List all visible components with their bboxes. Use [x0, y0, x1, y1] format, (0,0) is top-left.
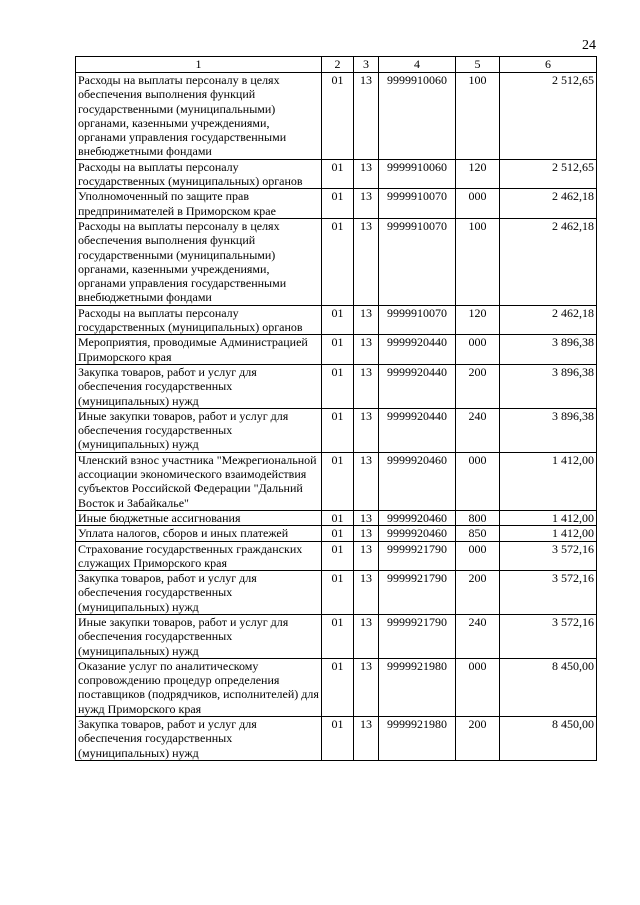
cell-section: 01: [322, 159, 354, 189]
cell-target-article: 9999921980: [379, 658, 456, 716]
cell-subsection: 13: [354, 658, 379, 716]
cell-section: 01: [322, 408, 354, 452]
table-header-row: [76, 57, 597, 73]
table-row: [76, 73, 597, 160]
cell-name: Оказание услуг по аналитическому сопровождению процедур определения поставщиков (подрядчиков, исполнителей) для нужд Приморского края: [76, 658, 322, 716]
cell-expense-type: 850: [456, 526, 500, 541]
cell-expense-type: 200: [456, 717, 500, 761]
cell-section: 01: [322, 335, 354, 365]
cell-section: 01: [322, 510, 354, 525]
cell-target-article: 9999920440: [379, 408, 456, 452]
cell-section: 01: [322, 614, 354, 658]
cell-section: 01: [322, 526, 354, 541]
cell-expense-type: 000: [456, 189, 500, 219]
cell-section: 01: [322, 218, 354, 305]
table-row: [76, 189, 597, 219]
cell-section: 01: [322, 658, 354, 716]
cell-amount: 2 512,65: [500, 73, 597, 160]
cell-name: Иные закупки товаров, работ и услуг для обеспечения государственных (муниципальных) нужд: [76, 408, 322, 452]
cell-amount: 2 462,18: [500, 189, 597, 219]
cell-expense-type: 800: [456, 510, 500, 525]
cell-subsection: 13: [354, 510, 379, 525]
cell-target-article: 9999910070: [379, 305, 456, 335]
cell-name: Закупка товаров, работ и услуг для обеспечения государственных (муниципальных) нужд: [76, 571, 322, 615]
cell-target-article: 9999910070: [379, 218, 456, 305]
table-row: [76, 452, 597, 510]
cell-expense-type: 200: [456, 364, 500, 408]
table-row: [76, 541, 597, 571]
cell-amount: 3 896,38: [500, 408, 597, 452]
cell-expense-type: 240: [456, 614, 500, 658]
cell-subsection: 13: [354, 189, 379, 219]
table-row: [76, 614, 597, 658]
cell-expense-type: 120: [456, 305, 500, 335]
header-col-6: 6: [500, 57, 597, 73]
cell-name: Закупка товаров, работ и услуг для обеспечения государственных (муниципальных) нужд: [76, 717, 322, 761]
cell-amount: 3 572,16: [500, 541, 597, 571]
cell-name: Иные закупки товаров, работ и услуг для обеспечения государственных (муниципальных) нужд: [76, 614, 322, 658]
cell-expense-type: 240: [456, 408, 500, 452]
cell-amount: 3 572,16: [500, 614, 597, 658]
cell-name: Уплата налогов, сборов и иных платежей: [76, 526, 322, 541]
header-col-1: 1: [76, 57, 322, 73]
cell-amount: 1 412,00: [500, 452, 597, 510]
cell-subsection: 13: [354, 717, 379, 761]
cell-subsection: 13: [354, 73, 379, 160]
cell-target-article: 9999920460: [379, 452, 456, 510]
cell-target-article: 9999920460: [379, 510, 456, 525]
cell-name: Закупка товаров, работ и услуг для обеспечения государственных (муниципальных) нужд: [76, 364, 322, 408]
cell-target-article: 9999920460: [379, 526, 456, 541]
table-row: [76, 526, 597, 541]
cell-name: Членский взнос участника "Межрегиональной ассоциации экономического взаимодействия субъектов Российской Федерации "Дальний Восток и Забайкалье": [76, 452, 322, 510]
table-row: [76, 335, 597, 365]
cell-amount: 8 450,00: [500, 658, 597, 716]
header-col-5: 5: [456, 57, 500, 73]
table-row: [76, 218, 597, 305]
cell-target-article: 9999910060: [379, 159, 456, 189]
cell-subsection: 13: [354, 335, 379, 365]
cell-amount: 1 412,00: [500, 510, 597, 525]
header-col-3: 3: [354, 57, 379, 73]
cell-amount: 2 462,18: [500, 305, 597, 335]
cell-target-article: 9999921790: [379, 614, 456, 658]
table-row: [76, 717, 597, 761]
cell-target-article: 9999921980: [379, 717, 456, 761]
cell-target-article: 9999921790: [379, 571, 456, 615]
budget-table: [75, 56, 597, 761]
table-row: [76, 658, 597, 716]
cell-section: 01: [322, 717, 354, 761]
cell-subsection: 13: [354, 526, 379, 541]
cell-subsection: 13: [354, 541, 379, 571]
cell-amount: 3 896,38: [500, 364, 597, 408]
cell-subsection: 13: [354, 159, 379, 189]
cell-name: Страхование государственных гражданских служащих Приморского края: [76, 541, 322, 571]
cell-section: 01: [322, 73, 354, 160]
cell-subsection: 13: [354, 364, 379, 408]
cell-expense-type: 120: [456, 159, 500, 189]
cell-target-article: 9999910060: [379, 73, 456, 160]
cell-expense-type: 000: [456, 658, 500, 716]
table-row: [76, 305, 597, 335]
page-number: 24: [582, 38, 596, 53]
cell-name: Расходы на выплаты персоналу государственных (муниципальных) органов: [76, 305, 322, 335]
cell-subsection: 13: [354, 218, 379, 305]
cell-subsection: 13: [354, 408, 379, 452]
cell-amount: 2 512,65: [500, 159, 597, 189]
table-row: [76, 408, 597, 452]
cell-amount: 3 896,38: [500, 335, 597, 365]
cell-expense-type: 100: [456, 218, 500, 305]
cell-section: 01: [322, 571, 354, 615]
cell-name: Иные бюджетные ассигнования: [76, 510, 322, 525]
cell-expense-type: 000: [456, 335, 500, 365]
cell-subsection: 13: [354, 571, 379, 615]
cell-section: 01: [322, 189, 354, 219]
table-row: [76, 159, 597, 189]
cell-target-article: 9999921790: [379, 541, 456, 571]
cell-expense-type: 100: [456, 73, 500, 160]
cell-section: 01: [322, 541, 354, 571]
cell-name: Расходы на выплаты персоналу в целях обеспечения выполнения функций государственными (муниципальными) органами, казенными учреждениями, органами управления государственными внебюджетными фондами: [76, 73, 322, 160]
cell-target-article: 9999920440: [379, 364, 456, 408]
cell-amount: 8 450,00: [500, 717, 597, 761]
cell-section: 01: [322, 364, 354, 408]
cell-amount: 1 412,00: [500, 526, 597, 541]
cell-section: 01: [322, 452, 354, 510]
cell-amount: 2 462,18: [500, 218, 597, 305]
table-row: [76, 510, 597, 525]
cell-name: Расходы на выплаты персоналу государственных (муниципальных) органов: [76, 159, 322, 189]
table-row: [76, 364, 597, 408]
header-col-2: 2: [322, 57, 354, 73]
cell-expense-type: 000: [456, 452, 500, 510]
cell-amount: 3 572,16: [500, 571, 597, 615]
cell-subsection: 13: [354, 305, 379, 335]
cell-subsection: 13: [354, 614, 379, 658]
table-body: [76, 73, 597, 761]
cell-subsection: 13: [354, 452, 379, 510]
table-row: [76, 571, 597, 615]
cell-expense-type: 000: [456, 541, 500, 571]
cell-section: 01: [322, 305, 354, 335]
cell-target-article: 9999910070: [379, 189, 456, 219]
cell-name: Расходы на выплаты персоналу в целях обеспечения выполнения функций государственными (муниципальными) органами, казенными учреждениями, органами управления государственными внебюджетными фондами: [76, 218, 322, 305]
cell-name: Уполномоченный по защите прав предпринимателей в Приморском крае: [76, 189, 322, 219]
cell-expense-type: 200: [456, 571, 500, 615]
cell-name: Мероприятия, проводимые Администрацией Приморского края: [76, 335, 322, 365]
header-col-4: 4: [379, 57, 456, 73]
cell-target-article: 9999920440: [379, 335, 456, 365]
